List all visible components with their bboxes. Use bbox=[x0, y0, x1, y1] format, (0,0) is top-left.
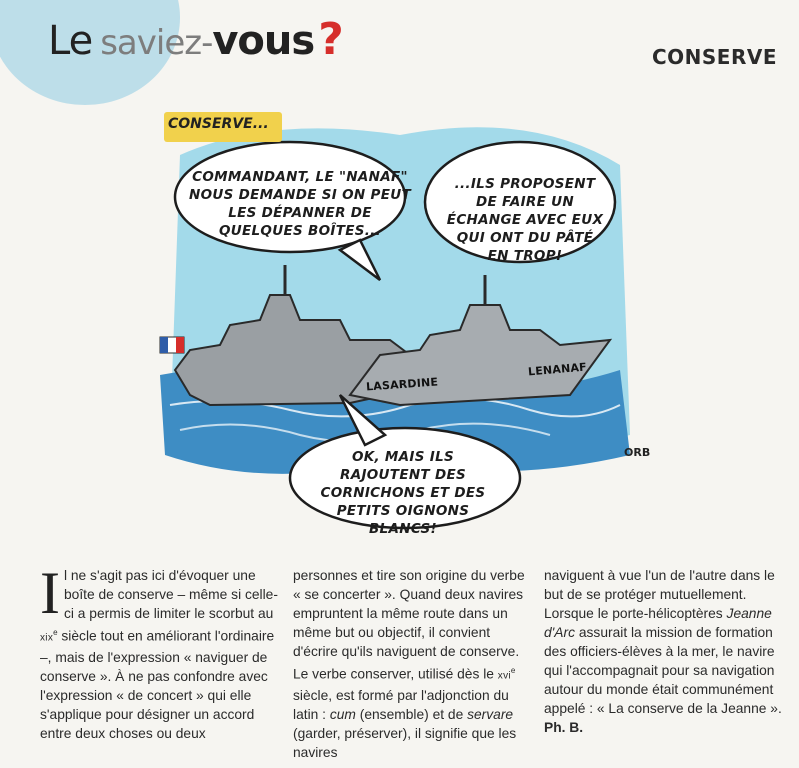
century-xix: xix bbox=[40, 632, 54, 644]
title-vous: vous bbox=[212, 18, 315, 64]
century-xvi: xvi bbox=[497, 670, 511, 682]
century-sup: e bbox=[53, 628, 58, 637]
speech-bubble-3: OK, MAIS ILS RAJOUTENT DES CORNICHONS ET DES PETITS OIGNONS BLANCS! bbox=[320, 449, 486, 537]
ship-jeanne-darc: Jeanne d'Arc bbox=[544, 606, 772, 640]
column-2-text-a: personnes et tire son origine du verbe « se concerter ». Quand deux navires empruntent la même route dans un même but ou objectif, il convient d'écrire qu'ils naviguent de conserve. Le verbe conserver, utilisé dès le bbox=[293, 568, 525, 682]
title-saviez: saviez- bbox=[100, 23, 213, 63]
article-column-1 bbox=[40, 560, 280, 743]
article-column-3 bbox=[544, 566, 784, 737]
speech-bubble-2: ...ILS PROPOSENT DE FAIRE UN ÉCHANGE AVEC EUX QUI ONT DU PÂTÉ EN TROP! bbox=[446, 176, 604, 264]
latin-servare: servare bbox=[467, 706, 514, 722]
column-2-text-b: siècle, est formé par l'adjonction du latin : bbox=[293, 687, 509, 722]
column-3-text-b: assurait la mission de formation des officiers-élèves à la mer, le navire qui l'accompagnait pour sa navigation autour du monde était communément appelé : « La conserve de la Jeanne ». bbox=[544, 625, 782, 716]
latin-cum: cum bbox=[329, 706, 356, 722]
ship-name-2: LENANAF bbox=[527, 360, 588, 379]
ship-name-1: LASARDINE bbox=[365, 375, 439, 394]
century-sup-2: e bbox=[510, 666, 516, 675]
column-1-text-a: l ne s'agit pas ici d'évoquer une boîte de conserve – même si celle-ci a permis de limiter le scorbut au bbox=[63, 568, 278, 621]
section-label: CONSERVE bbox=[651, 45, 777, 69]
cartoonist-signature: ORB bbox=[624, 446, 651, 459]
article-column-2 bbox=[293, 566, 531, 762]
column-3-text-a: naviguent à vue l'un de l'autre dans le but de se protéger mutuellement. Lorsque le porte-hélicoptères bbox=[544, 568, 775, 621]
column-2-text-d: (garder, préserver), il signifie que les navires bbox=[293, 725, 517, 760]
title-question-mark: ? bbox=[318, 14, 344, 65]
article-signature: Ph. B. bbox=[544, 720, 584, 735]
title-le: Le bbox=[48, 18, 93, 64]
cartoon-caption: CONSERVE... bbox=[168, 116, 269, 132]
speech-bubble-1: COMMANDANT, LE "NANAF" NOUS DEMANDE SI ON PEUT LES DÉPANNER DE QUELQUES BOÎTES... bbox=[188, 169, 411, 239]
page-title bbox=[48, 14, 344, 74]
drop-cap: I bbox=[40, 560, 60, 626]
column-2-text-c: (ensemble) et de bbox=[355, 706, 468, 722]
column-1-text-b: siècle tout en améliorant l'ordinaire –, mais de l'expression « naviguer de conserve ». À ne pas confondre avec l'expression « de concert » qui elle s'applique pour désigner un accord entre deux choses ou deux bbox=[40, 628, 275, 741]
